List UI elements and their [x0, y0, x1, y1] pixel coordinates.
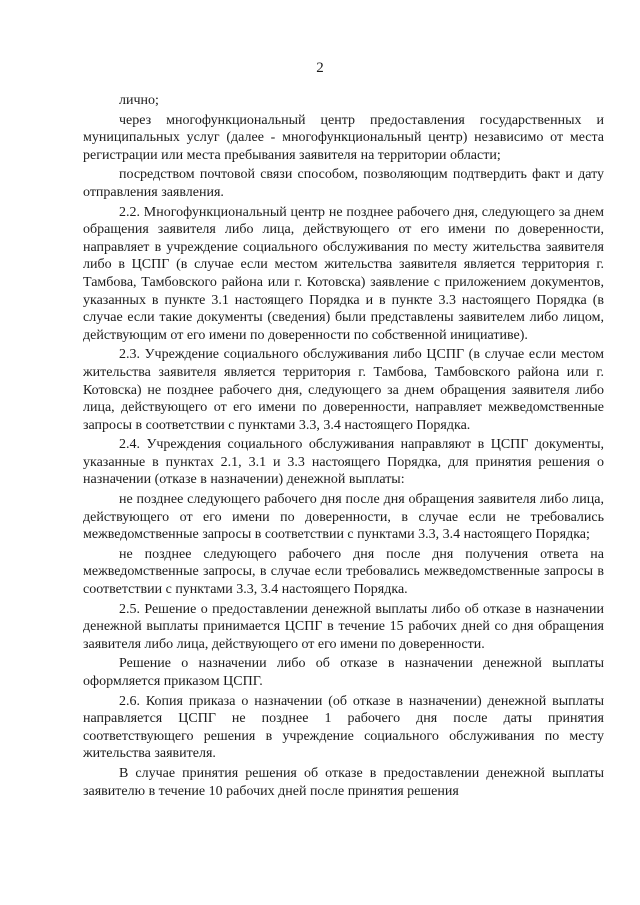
paragraph-2-2: 2.2. Многофункциональный центр не позднее рабочего дня, следующего за днем обращения заявителя либо лица, действующего от его имени по доверенности, направляет в учреждение социального обслуживания по месту жительства заявителя либо в ЦСПГ (в случае если местом жительства заявителя является территория г. Тамбова, Тамбовского района или г. Котовска) заявление с приложением документов, указанных в пункте 3.1 настоящего Порядка и в пункте 3.3 настоящего Порядка (в случае если такие документы (сведения) были представлены заявителем либо лицом, действующим от его имени по доверенности по собственной инициативе). — [83, 204, 604, 343]
paragraph-2-4: 2.4. Учреждения социального обслуживания направляют в ЦСПГ документы, указанные в пунктах 2.1, 3.1 и 3.3 настоящего Порядка, для принятия решения о назначении (отказе в назначении) денежной выплаты: — [83, 437, 604, 488]
paragraph-mfc: через многофункциональный центр предоставления государственных и муниципальных услуг (далее - многофункциональный центр) независимо от места регистрации или места пребывания заявителя на территории области; — [83, 112, 604, 163]
paragraph-decision-order: Решение о назначении либо об отказе в назначении денежной выплаты оформляется приказом ЦСПГ. — [83, 656, 604, 689]
page-number: 2 — [316, 60, 324, 76]
paragraph-2-3: 2.3. Учреждение социального обслуживания либо ЦСПГ (в случае если местом жительства заявителя является территория г. Тамбова, Тамбовского района или г. Котовска) не позднее рабочего дня, следующего за днем обращения заявителя либо лица, действующего от его имени по доверенности, направляет межведомственные запросы в соответствии с пунктами 3.3, 3.4 настоящего Порядка. — [83, 347, 604, 433]
paragraph-2-4-b: не позднее следующего рабочего дня после дня получения ответа на межведомственные запросы, в случае если требовались межведомственные запросы в соответствии с пунктами 3.3, 3.4 настоящего Порядка. — [83, 546, 604, 598]
paragraph-2-5: 2.5. Решение о предоставлении денежной выплаты либо об отказе в назначении денежной выплаты принимается ЦСПГ в течение 15 рабочих дней со дня обращения заявителя либо лица, действующего от его имени по доверенности. — [83, 601, 604, 652]
paragraph-postal: посредством почтовой связи способом, позволяющим подтвердить факт и дату отправления заявления. — [83, 167, 604, 200]
paragraph-2-4-a: не позднее следующего рабочего дня после дня обращения заявителя либо лица, действующего от его имени по доверенности, в случае если не требовались межведомственные запросы в соответствии с пунктами 3.3, 3.4 настоящего Порядка; — [83, 492, 604, 543]
paragraph-2-6: 2.6. Копия приказа о назначении (об отказе в назначении) денежной выплаты направляется ЦСПГ не позднее 1 рабочего дня после даты принятия соответствующего решения в учреждение социального обслуживания по месту жительства заявителя. — [83, 693, 604, 762]
paragraph-refusal: В случае принятия решения об отказе в предоставлении денежной выплаты заявителю в течение 10 рабочих дней после принятия решения — [83, 765, 604, 799]
paragraph-in-person: лично; — [119, 93, 159, 108]
document-body — [83, 92, 604, 802]
